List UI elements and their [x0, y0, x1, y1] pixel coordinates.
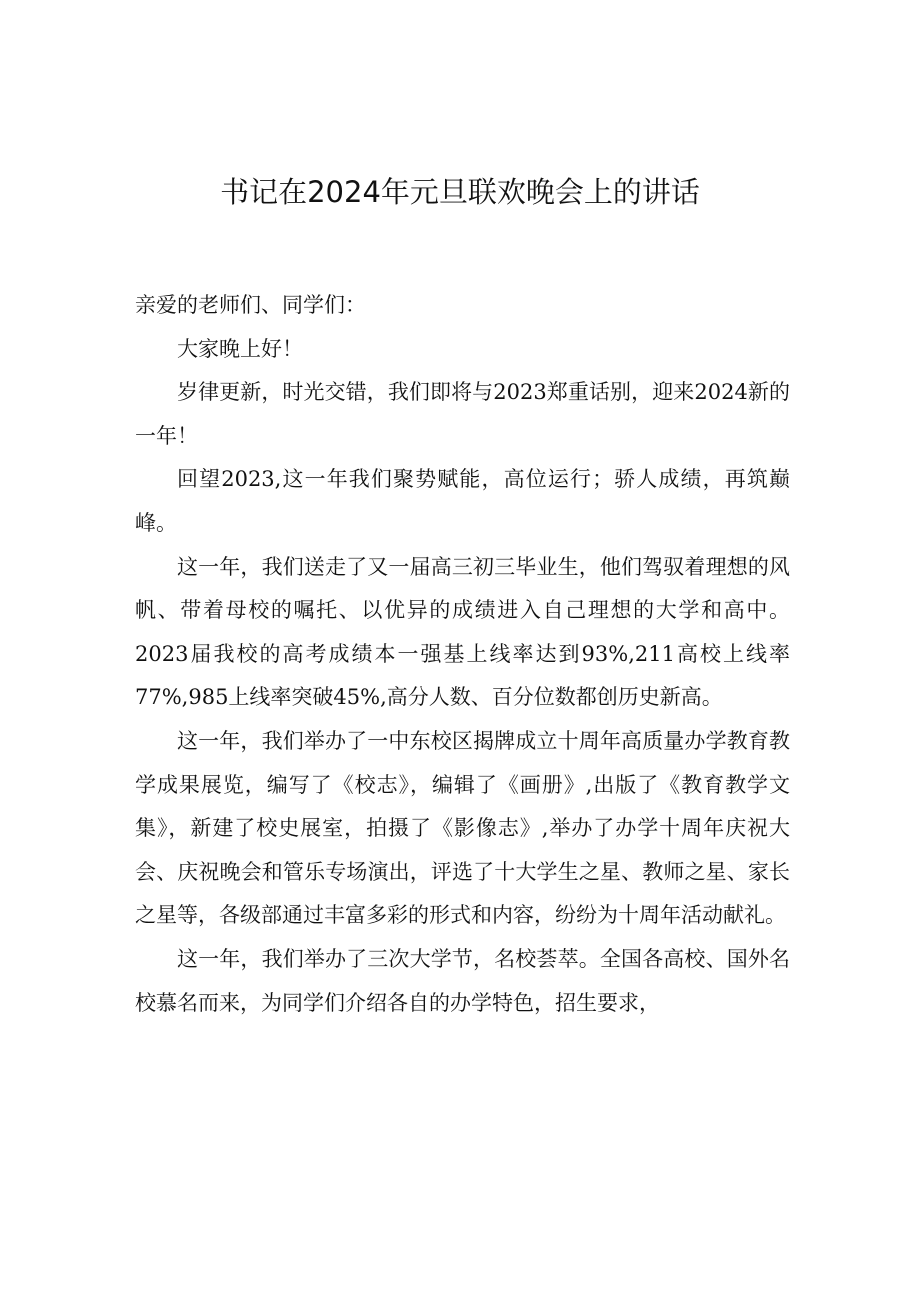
document-body: [135, 284, 790, 1025]
paragraph-anniversary: 这一年，我们举办了一中东校区揭牌成立十周年高质量办学教育教学成果展览，编写了《校志》，编辑了《画册》,出版了《教育教学文集》，新建了校史展室，拍摄了《影像志》,举办了办学十周年庆祝大会、庆祝晚会和管乐专场演出，评选了十大学生之星、教师之星、家长之星等，各级部通过丰富多彩的形式和内容，纷纷为十周年活动献礼。: [135, 728, 790, 928]
paragraph-greeting: 大家晚上好！: [177, 336, 303, 361]
page-title: 书记在2024年元旦联欢晚会上的讲话: [220, 175, 700, 209]
paragraph-new-year: 岁律更新，时光交错，我们即将与2023郑重话别，迎来2024新的一年！: [135, 380, 790, 448]
paragraph-graduates: 这一年，我们送走了又一届高三初三毕业生，他们驾驭着理想的风帆、带着母校的嘱托、以优异的成绩进入自己理想的大学和高中。2023届我校的高考成绩本一强基上线率达到93%,211高校上线率77%,985上线率突破45%,高分人数、百分位数都创历史新高。: [135, 554, 790, 710]
paragraph-university-festival: 这一年，我们举办了三次大学节，名校荟萃。全国各高校、国外名校慕名而来，为同学们介绍各自的办学特色，招生要求，: [135, 946, 790, 1015]
salutation: 亲爱的老师们、同学们：: [135, 293, 366, 317]
paragraph-review-2023: 回望2023,这一年我们聚势赋能，高位运行；骄人成绩，再筑巅峰。: [135, 467, 790, 535]
